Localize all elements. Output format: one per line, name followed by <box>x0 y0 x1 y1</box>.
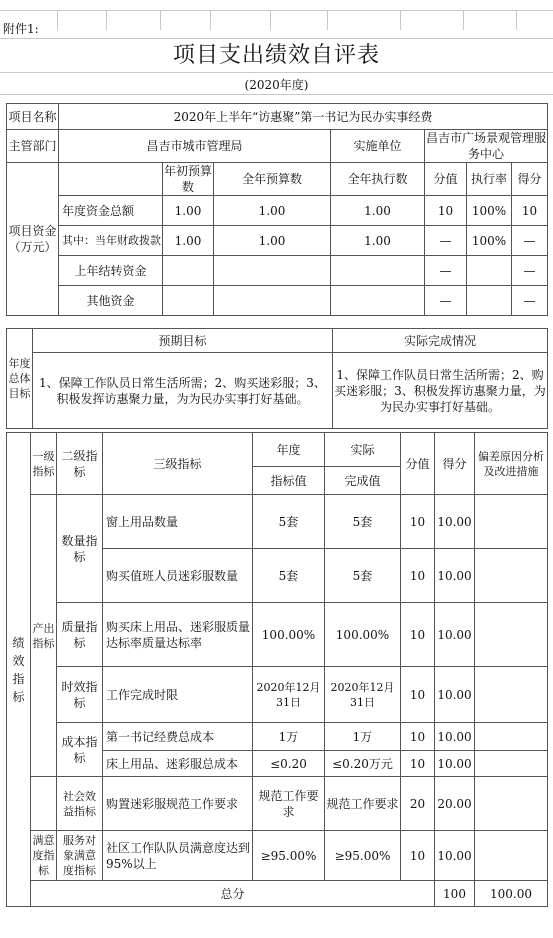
group-cost: 成本指标 <box>57 723 103 777</box>
goals-table <box>6 328 548 429</box>
header-target: 指标值 <box>253 467 325 495</box>
perf-label: 绩效指标 <box>7 433 31 907</box>
target-cell: 100.00% <box>253 603 325 667</box>
fund-cell: 1.00 <box>163 226 214 256</box>
total-score-val: 100 <box>435 881 475 907</box>
fund-cell: 10 <box>425 196 467 226</box>
l3-cell: 购买床上用品、迷彩服质量达标率质量达标率 <box>103 603 253 667</box>
actual-cell: 5套 <box>325 549 401 603</box>
dept-value: 昌吉市城市管理局 <box>59 130 331 163</box>
score-cell: 10.00 <box>435 495 475 549</box>
satisfaction-label: 满意度指标 <box>31 831 57 881</box>
score-val-cell: 10 <box>401 751 435 777</box>
funds-header-blank <box>59 163 163 196</box>
deviation-cell <box>475 723 548 751</box>
header-rate: 执行率 <box>467 163 512 196</box>
score-cell: 10.00 <box>435 831 475 881</box>
grid-line <box>0 10 553 11</box>
fund-cell: 1.00 <box>331 226 425 256</box>
grid-line <box>0 94 553 95</box>
fund-cell <box>331 256 425 286</box>
grid-line <box>0 38 553 39</box>
social-blank <box>31 777 57 831</box>
score-val-cell: 10 <box>401 495 435 549</box>
score-cell: 10.00 <box>435 751 475 777</box>
actual-text: 1、保障工作队员日常生活所需；2、购买迷彩服；3、积极发挥访惠聚力量，为为民办实事打好基础。 <box>333 353 548 429</box>
grid-line <box>270 10 271 30</box>
score-cell: 10.00 <box>435 667 475 723</box>
deviation-cell <box>475 751 548 777</box>
score-val-cell: 10 <box>401 603 435 667</box>
grid-line <box>57 10 58 30</box>
grid-line <box>106 10 107 30</box>
fund-row-label: 上年结转资金 <box>59 256 163 286</box>
header-l3: 三级指标 <box>103 433 253 495</box>
header-l1: 一级指标 <box>31 433 57 495</box>
fund-cell <box>163 256 214 286</box>
page-title: 项目支出绩效自评表 <box>172 43 380 68</box>
fund-cell: 1.00 <box>331 196 425 226</box>
fund-cell <box>467 256 512 286</box>
grid-line <box>516 10 517 30</box>
fund-cell: 1.00 <box>214 226 331 256</box>
score-cell: 20.00 <box>435 777 475 831</box>
fund-cell: — <box>512 226 548 256</box>
impl-label: 实施单位 <box>331 130 425 163</box>
fund-cell: — <box>425 256 467 286</box>
expected-label: 预期目标 <box>33 329 333 353</box>
deviation-cell <box>475 495 548 549</box>
total-score: 100.00 <box>475 881 548 907</box>
target-cell: ≤0.20 <box>253 751 325 777</box>
target-cell: 1万 <box>253 723 325 751</box>
grid-line <box>463 10 464 30</box>
expected-text: 1、保障工作队员日常生活所需；2、购买迷彩服；3、积极发挥访惠聚力量，为为民办实事打好基础。 <box>33 353 333 429</box>
project-name-value: 2020年上半年“访惠聚”第一书记为民办实事经费 <box>59 104 548 130</box>
actual-cell: 规范工作要求 <box>325 777 401 831</box>
l3-cell: 购买值班人员迷彩服数量 <box>103 549 253 603</box>
annex-label: 附件1: <box>3 22 39 36</box>
service-label: 服务对象满意度指标 <box>57 831 103 881</box>
header-l2: 二级指标 <box>57 433 103 495</box>
target-cell: 5套 <box>253 495 325 549</box>
fund-row-label: 年度资金总额 <box>59 196 163 226</box>
actual-cell: ≥95.00% <box>325 831 401 881</box>
l3-cell: 窗上用品数量 <box>103 495 253 549</box>
score-val-cell: 10 <box>401 831 435 881</box>
header-deviation: 偏差原因分析及改进措施 <box>475 433 548 495</box>
fund-cell <box>467 286 512 316</box>
social-label: 社会效益指标 <box>57 777 103 831</box>
year-subtitle: (2020年度) <box>244 78 309 92</box>
group-quality: 质量指标 <box>57 603 103 667</box>
deviation-cell <box>475 777 548 831</box>
fund-row-label: 其他资金 <box>59 286 163 316</box>
grid-line <box>160 10 161 30</box>
fund-cell: 100% <box>467 196 512 226</box>
score-cell: 10.00 <box>435 603 475 667</box>
score-val-cell: 10 <box>401 549 435 603</box>
header-actual: 实际 <box>325 433 401 467</box>
fund-cell <box>214 256 331 286</box>
header-executed: 全年执行数 <box>331 163 425 196</box>
target-cell: 2020年12月31日 <box>253 667 325 723</box>
header-annual: 全年预算数 <box>214 163 331 196</box>
output-label: 产出指标 <box>31 495 57 777</box>
funds-table <box>6 103 548 316</box>
total-label: 总分 <box>31 881 435 907</box>
score-val-cell: 10 <box>401 723 435 751</box>
header-score-val: 分值 <box>425 163 467 196</box>
fund-cell <box>331 286 425 316</box>
target-cell: 规范工作要求 <box>253 777 325 831</box>
fund-cell: 10 <box>512 196 548 226</box>
header-year: 年度 <box>253 433 325 467</box>
fund-cell: 1.00 <box>163 196 214 226</box>
dept-label: 主管部门 <box>7 130 59 163</box>
group-quantity: 数量指标 <box>57 495 103 603</box>
actual-cell: ≤0.20万元 <box>325 751 401 777</box>
l3-cell: 床上用品、迷彩服总成本 <box>103 751 253 777</box>
fund-cell: — <box>425 226 467 256</box>
performance-table <box>6 432 548 907</box>
deviation-cell <box>475 549 548 603</box>
target-cell: 5套 <box>253 549 325 603</box>
actual-cell: 1万 <box>325 723 401 751</box>
fund-cell: — <box>425 286 467 316</box>
header-score: 得分 <box>435 433 475 495</box>
group-time: 时效指标 <box>57 667 103 723</box>
target-cell: ≥95.00% <box>253 831 325 881</box>
l3-cell: 工作完成时限 <box>103 667 253 723</box>
l3-cell: 社区工作队队员满意度达到95%以上 <box>103 831 253 881</box>
header-score: 得分 <box>512 163 548 196</box>
actual-cell: 100.00% <box>325 603 401 667</box>
score-cell: 10.00 <box>435 549 475 603</box>
fund-cell: 1.00 <box>214 196 331 226</box>
grid-line <box>210 10 211 30</box>
deviation-cell <box>475 603 548 667</box>
actual-cell: 2020年12月31日 <box>325 667 401 723</box>
fund-cell: 100% <box>467 226 512 256</box>
funds-label: 项目资金（万元） <box>7 163 59 316</box>
deviation-cell <box>475 831 548 881</box>
grid-line <box>0 72 553 73</box>
project-name-label: 项目名称 <box>7 104 59 130</box>
score-val-cell: 10 <box>401 667 435 723</box>
score-cell: 10.00 <box>435 723 475 751</box>
impl-value: 昌吉市广场景观管理服务中心 <box>426 131 547 161</box>
fund-cell: — <box>512 286 548 316</box>
score-val-cell: 20 <box>401 777 435 831</box>
goals-label: 年度总体目标 <box>7 329 33 429</box>
actual-cell: 5套 <box>325 495 401 549</box>
header-initial: 年初预算数 <box>164 164 213 194</box>
grid-line <box>327 10 328 30</box>
fund-row-label: 其中：当年财政拨款 <box>59 226 163 256</box>
fund-cell <box>163 286 214 316</box>
header-actual2: 完成值 <box>325 467 401 495</box>
header-score-val: 分值 <box>401 433 435 495</box>
deviation-cell <box>475 667 548 723</box>
l3-cell: 第一书记经费总成本 <box>103 723 253 751</box>
fund-cell <box>214 286 331 316</box>
l3-cell: 购置迷彩服规范工作要求 <box>103 777 253 831</box>
fund-cell: — <box>512 256 548 286</box>
actual-label: 实际完成情况 <box>333 329 548 353</box>
grid-line <box>400 10 401 30</box>
